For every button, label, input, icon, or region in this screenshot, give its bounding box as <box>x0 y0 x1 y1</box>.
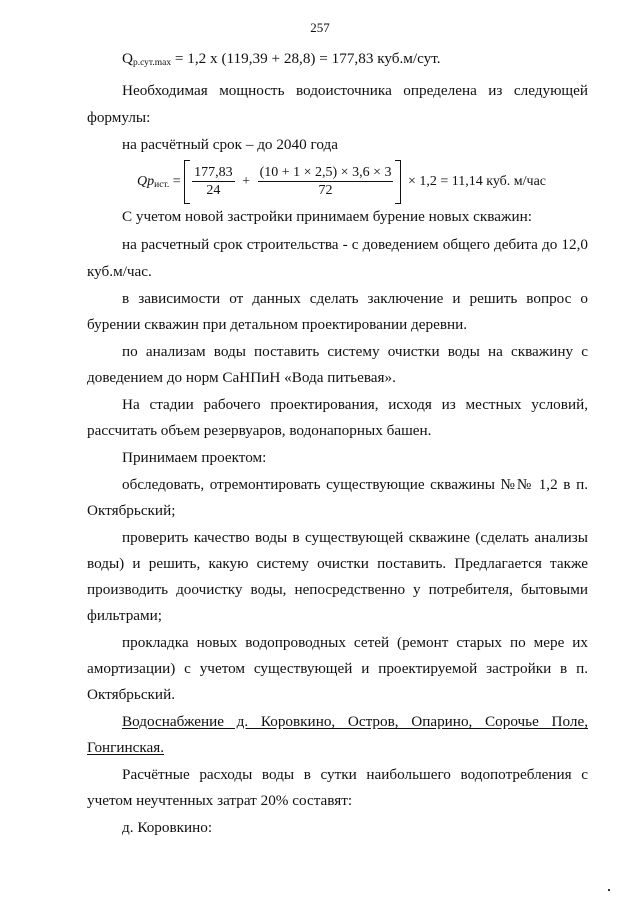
fraction-2-denominator: 72 <box>318 182 333 198</box>
para10-line2: воды) и решить, какую систему очистки поставить. Предлагается также <box>87 555 588 572</box>
para1-line1: Необходимая мощность водоисточника определена из следующей <box>122 82 588 99</box>
para8: Принимаем проектом: <box>122 449 267 466</box>
para6-line2: доведением до норм СаНПиН «Вода питьевая». <box>87 369 396 386</box>
para11-line1: прокладка новых водопроводных сетей (ремонт старых по мере их <box>122 634 588 651</box>
q-rhs: = 1,2 х (119,39 + 28,8) = 177,83 куб.м/сут. <box>171 50 441 67</box>
formula-plus: + <box>242 174 251 189</box>
para7-line2: рассчитать объем резервуаров, водонапорных башен. <box>87 422 432 439</box>
para13: д. Коровкино: <box>122 819 213 836</box>
scan-mark <box>608 889 610 891</box>
para1-line2: формулы: <box>87 109 151 126</box>
para10-line3: производить доочистку воды, непосредственно у потребителя, бытовыми <box>87 581 588 598</box>
para4-line2: куб.м/час. <box>87 263 152 280</box>
fraction-1-numerator: 177,83 <box>194 164 233 180</box>
right-bracket <box>395 160 401 204</box>
para5-line1: в зависимости от данных сделать заключение и решить вопрос о <box>122 290 588 307</box>
para7-line1: На стадии рабочего проектирования, исходя из местных условий, <box>122 396 588 413</box>
fraction-2-numerator: (10 + 1 × 2,5) × 3,6 × 3 <box>259 164 392 180</box>
formula-lhs: $Qр_{ист.}$ <box>137 174 170 190</box>
q-subscript: р.сут.max <box>132 58 172 68</box>
formula-eq: = <box>172 174 181 189</box>
left-bracket <box>184 160 190 204</box>
q-symbol: Q <box>122 50 133 67</box>
fraction-2 <box>258 165 394 200</box>
fraction-1-denominator: 24 <box>206 182 221 198</box>
section-heading-line2: Гонгинская. <box>87 739 165 756</box>
para9-line1: обследовать, отремонтировать существующие скважины №№ 1,2 в п. <box>122 476 588 493</box>
source-capacity-formula <box>137 160 546 204</box>
para3: С учетом новой застройки принимаем бурение новых скважин: <box>122 208 532 225</box>
formula-tail: × 1,2 = 11,14 куб. м/час <box>407 174 546 189</box>
daily-max-formula <box>122 50 441 68</box>
para11-line2: амортизации) с учетом существующей и проектируемой застройки в п. <box>87 660 588 677</box>
para10-line1: проверить качество воды в существующей скважине (сделать анализы <box>122 529 588 546</box>
para12-line2: учетом неучтенных затрат 20% составят: <box>87 792 353 809</box>
fraction-1 <box>192 165 235 200</box>
para5-line2: бурении скважин при детальном проектировании деревни. <box>87 316 468 333</box>
para11-line3: Октябрьский. <box>87 686 175 703</box>
para4-line1: на расчетный срок строительства - с доведением общего дебита до 12,0 <box>122 236 588 253</box>
section-heading-line1: Водоснабжение д. Коровкино, Остров, Опарино, Сорочье Поле, <box>122 713 588 730</box>
para9-line2: Октябрьский; <box>87 502 176 519</box>
para2: на расчётный срок – до 2040 года <box>122 136 338 153</box>
para6-line1: по анализам воды поставить систему очистки воды на скважину с <box>122 343 588 360</box>
para10-line4: фильтрами; <box>87 607 163 624</box>
page-number: 257 <box>310 20 330 35</box>
para12-line1: Расчётные расходы воды в сутки наибольшего водопотребления с <box>122 766 588 783</box>
